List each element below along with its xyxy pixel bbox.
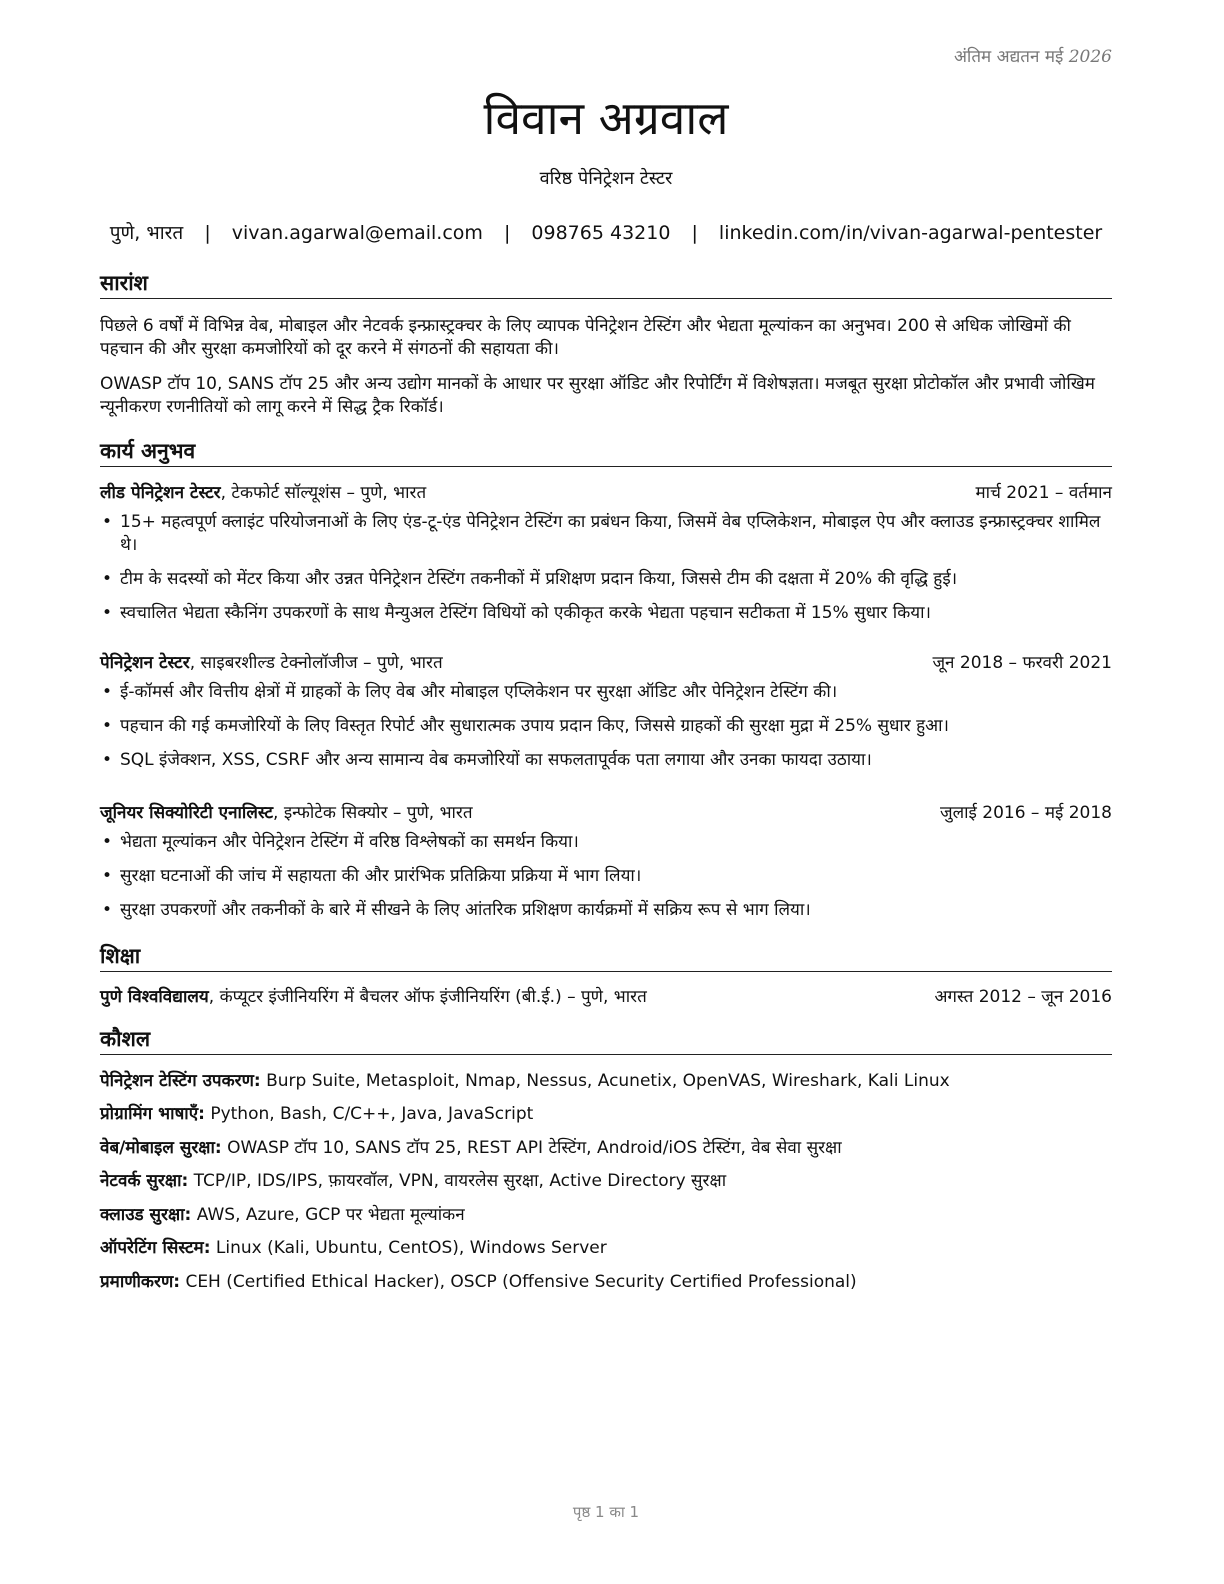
contact-separator: |: [691, 222, 698, 244]
job-role: लीड पेनिट्रेशन टेस्टर: [100, 483, 221, 503]
skill-line: [100, 1136, 1112, 1160]
experience-heading: कार्य अनुभव: [100, 438, 1112, 467]
skill-label: ऑपरेटिंग सिस्टम:: [100, 1238, 211, 1258]
skill-label: वेब/मोबाइल सुरक्षा:: [100, 1138, 222, 1158]
education-heading: शिक्षा: [100, 943, 1112, 972]
skill-label: प्रमाणीकरण:: [100, 1272, 181, 1292]
list-item: • भेद्यता मूल्यांकन और पेनिट्रेशन टेस्टिंग में वरिष्ठ विश्लेषकों का समर्थन किया।: [100, 831, 1112, 854]
skill-value: AWS, Azure, GCP पर भेद्यता मूल्यांकन: [191, 1205, 465, 1225]
page-number: पृष्ठ 1 का 1: [572, 1503, 640, 1521]
summary-paragraph-2: OWASP टॉप 10, SANS टॉप 25 और अन्य उद्योग मानकों के आधार पर सुरक्षा ऑडिट और रिपोर्टिंग में विशेषज्ञता। मजबूत सुरक्षा प्रोटोकॉल और प्रभावी जोखिम न्यूनीकरण रणनीतियों को लागू करने में सिद्ध ट्रैक रिकॉर्ड।: [100, 374, 1095, 417]
skill-value: CEH (Certified Ethical Hacker), OSCP (Offensive Security Certified Professional): [180, 1272, 857, 1292]
job-bullets: [100, 831, 1112, 933]
education-degree: , कंप्यूटर इंजीनियरिंग में बैचलर ऑफ इंजीनियरिंग (बी.ई.) – पुणे, भारत: [208, 987, 647, 1007]
contact-separator: |: [503, 222, 511, 244]
list-item: • टीम के सदस्यों को मेंटर किया और उन्नत पेनिट्रेशन टेस्टिंग तकनीकों में प्रशिक्षण प्रदान किया, जिससे टीम की दक्षता में 20% की वृद्धि हुई।: [100, 568, 1112, 591]
list-item: • स्वचालित भेद्यता स्कैनिंग उपकरणों के साथ मैन्युअल टेस्टिंग विधियों को एकीकृत करके भेद्यता पहचान सटीकता में 15% सुधार किया।: [100, 602, 1112, 625]
job-row: [100, 481, 1112, 505]
skill-value: TCP/IP, IDS/IPS, फ़ायरवॉल, VPN, वायरलेस सुरक्षा, Active Directory सुरक्षा: [188, 1171, 727, 1191]
skill-value: Python, Bash, C/C++, Java, JavaScript: [204, 1104, 534, 1124]
skill-label: प्रोग्रामिंग भाषाएँ:: [100, 1104, 205, 1124]
candidate-title: वरिष्ठ पेनिट्रेशन टेस्टर: [539, 168, 673, 189]
skill-line: [100, 1169, 1112, 1193]
job-row: [100, 801, 1112, 825]
job-org: , टेकफोर्ट सॉल्यूशंस – पुणे, भारत: [220, 483, 427, 503]
skill-label: पेनिट्रेशन टेस्टिंग उपकरण:: [100, 1071, 261, 1091]
job-role: जूनियर सिक्योरिटी एनालिस्ट: [100, 803, 274, 823]
job-row: [100, 651, 1112, 675]
resume-page: [100, 0, 1112, 1584]
last-updated: अंतिम अद्यतन मई 2026: [953, 47, 1112, 67]
skill-label: क्लाउड सुरक्षा:: [100, 1205, 192, 1225]
summary-heading: सारांश: [100, 270, 1112, 299]
skill-value: Linux (Kali, Ubuntu, CentOS), Windows Server: [210, 1238, 607, 1258]
contact-phone[interactable]: 098765 43210: [531, 222, 671, 244]
job-dates: जून 2018 – फरवरी 2021: [932, 653, 1112, 673]
list-item: • 15+ महत्वपूर्ण क्लाइंट परियोजनाओं के लिए एंड-टू-एंड पेनिट्रेशन टेस्टिंग का प्रबंधन किया, जिसमें वेब एप्लिकेशन, मोबाइल ऐप और क्लाउड इन्फ्रास्ट्रक्चर शामिल थे।: [100, 511, 1112, 557]
education-dates: अगस्त 2012 – जून 2016: [934, 987, 1112, 1007]
job-org: , इन्फोटेक सिक्योर – पुणे, भारत: [273, 803, 473, 823]
skill-value: OWASP टॉप 10, SANS टॉप 25, REST API टेस्टिंग, Android/iOS टेस्टिंग, वेब सेवा सुरक्षा: [221, 1138, 842, 1158]
education-school: पुणे विश्वविद्यालय: [100, 987, 209, 1007]
list-item: • ई-कॉमर्स और वित्तीय क्षेत्रों में ग्राहकों के लिए वेब और मोबाइल एप्लिकेशन पर सुरक्षा ऑडिट और पेनिट्रेशन टेस्टिंग की।: [100, 681, 1112, 704]
job-dates: मार्च 2021 – वर्तमान: [975, 483, 1112, 503]
skill-line: [100, 1236, 1112, 1260]
job-bullets: [100, 511, 1112, 636]
contact-email[interactable]: vivan.agarwal@email.com: [231, 222, 483, 244]
contact-separator: |: [204, 222, 211, 244]
skill-line: [100, 1069, 1112, 1093]
skill-label: नेटवर्क सुरक्षा:: [100, 1171, 189, 1191]
skills-heading: कौशल: [100, 1026, 1112, 1055]
list-item: • सुरक्षा घटनाओं की जांच में सहायता की और प्रारंभिक प्रतिक्रिया प्रक्रिया में भाग लिया।: [100, 865, 1112, 888]
summary-paragraph-1: पिछले 6 वर्षों में विभिन्न वेब, मोबाइल और नेटवर्क इन्फ्रास्ट्रक्चर के लिए व्यापक पेनिट्रेशन टेस्टिंग और भेद्यता मूल्यांकन का अनुभव। 200 से अधिक जोखिमों की पहचान की और सुरक्षा कमजोरियों को दूर करने में संगठनों की सहायता की।: [100, 316, 1071, 359]
job-role: पेनिट्रेशन टेस्टर: [100, 653, 190, 673]
contact-linkedin[interactable]: linkedin.com/in/vivan-agarwal-pentester: [718, 222, 1103, 244]
job-bullets: [100, 681, 1112, 783]
list-item: • SQL इंजेक्शन, XSS, CSRF और अन्य सामान्य वेब कमजोरियों का सफलतापूर्वक पता लगाया और उनका फायदा उठाया।: [100, 749, 1112, 772]
contact-line: [100, 219, 1112, 245]
skill-line: [100, 1270, 1112, 1294]
job-org: , साइबरशील्ड टेक्नोलॉजीज – पुणे, भारत: [189, 653, 443, 673]
skill-value: Burp Suite, Metasploit, Nmap, Nessus, Acunetix, OpenVAS, Wireshark, Kali Linux: [260, 1071, 950, 1091]
contact-location: पुणे, भारत: [109, 222, 184, 244]
skill-line: [100, 1102, 1112, 1126]
candidate-name: विवान अग्रवाल: [483, 91, 729, 145]
list-item: • सुरक्षा उपकरणों और तकनीकों के बारे में सीखने के लिए आंतरिक प्रशिक्षण कार्यक्रमों में सक्रिय रूप से भाग लिया।: [100, 899, 1112, 922]
job-dates: जुलाई 2016 – मई 2018: [939, 803, 1112, 823]
education-row: [100, 985, 1112, 1009]
list-item: • पहचान की गई कमजोरियों के लिए विस्तृत रिपोर्ट और सुधारात्मक उपाय प्रदान किए, जिससे ग्राहकों की सुरक्षा मुद्रा में 25% सुधार हुआ।: [100, 715, 1112, 738]
skill-line: [100, 1203, 1112, 1227]
